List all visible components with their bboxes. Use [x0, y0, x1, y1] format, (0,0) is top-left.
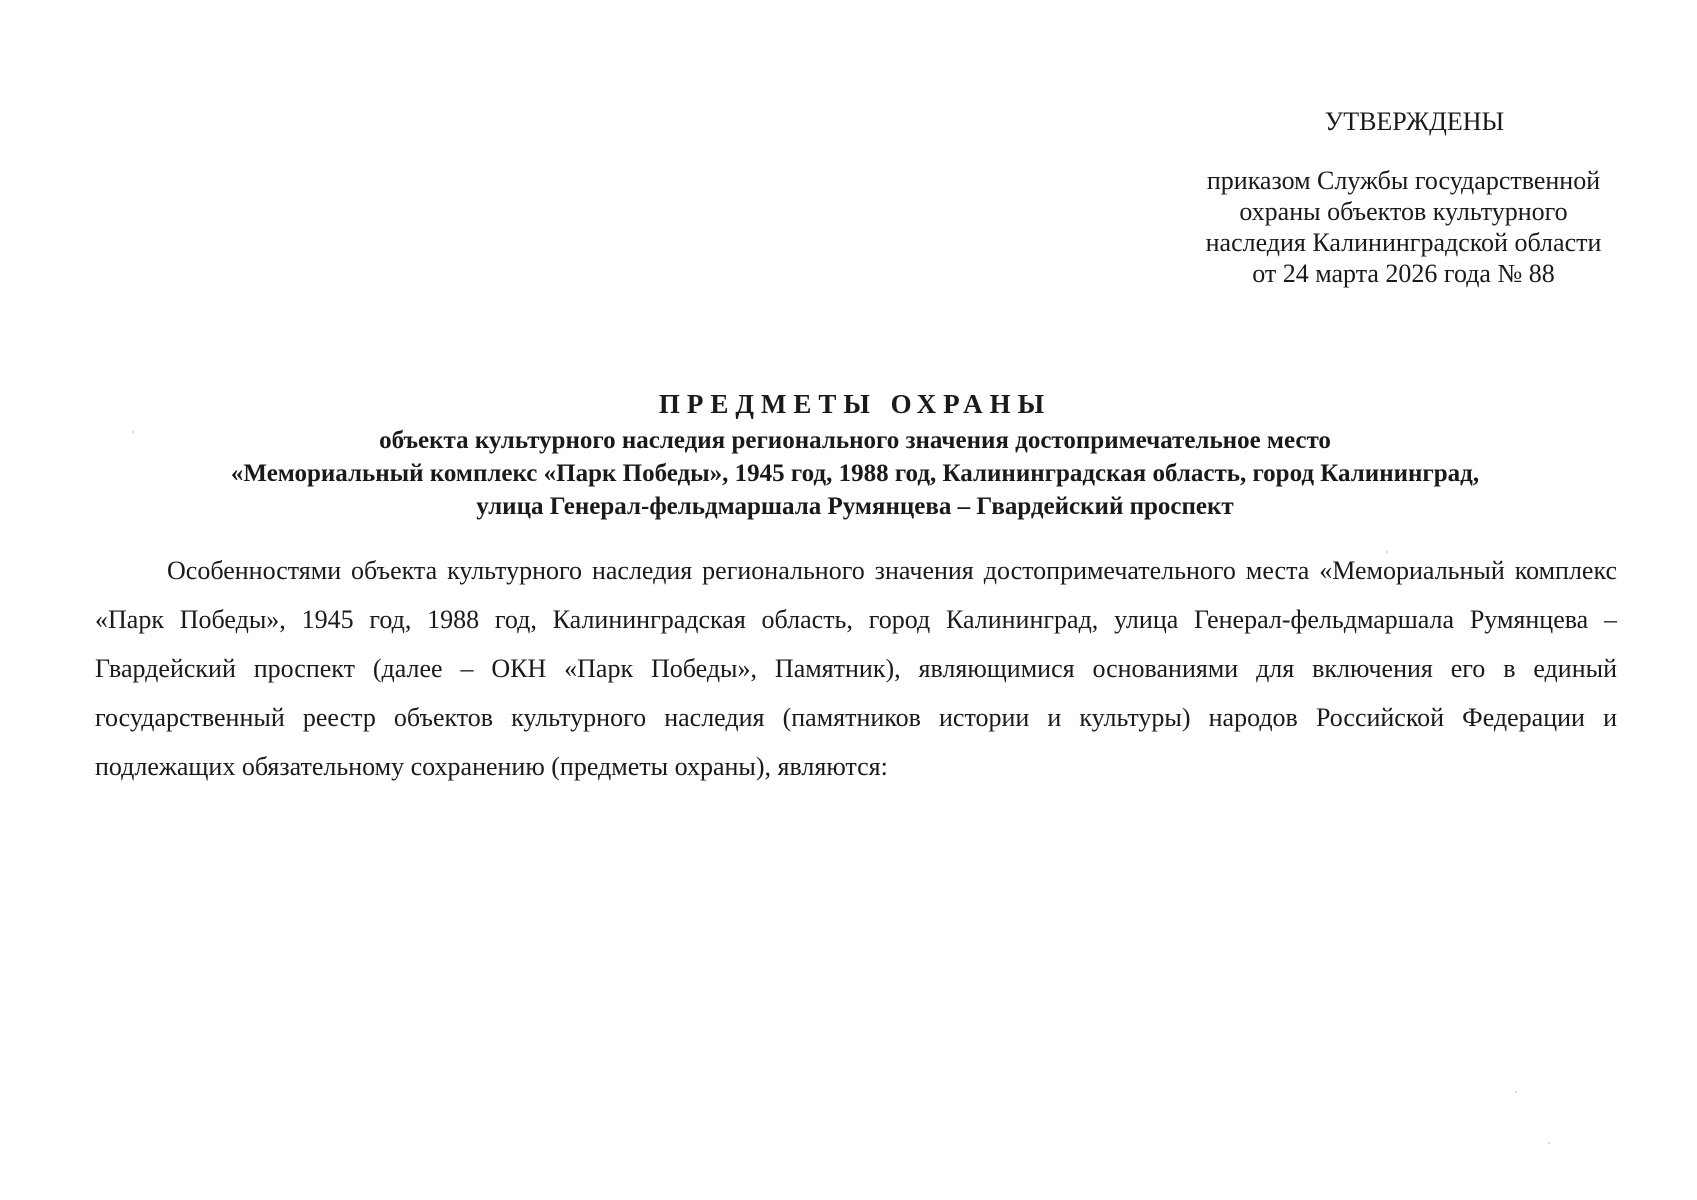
approval-title: УТВЕРЖДЕНЫ [1324, 107, 1505, 136]
scan-speck [132, 431, 134, 433]
approval-block [1175, 106, 1632, 289]
heading-subtitle-line: «Мемориальный комплекс «Парк Победы», 1945 год, 1988 год, Калининградская область, город Калининград, [230, 460, 1480, 487]
approval-line: приказом Службы государственной [1206, 166, 1601, 195]
heading-subtitle-line: объекта культурного наследия регионального значения достопримечательное место [379, 427, 1331, 454]
approval-line: от 24 марта 2026 года № 88 [1252, 259, 1555, 288]
approval-order-reference [1175, 165, 1632, 289]
document-title: ПРЕДМЕТЫ ОХРАНЫ [658, 389, 1052, 419]
approval-line: охраны объектов культурного [1239, 197, 1568, 226]
approval-line: наследия Калининградской области [1205, 228, 1602, 257]
scan-speck [1548, 1142, 1550, 1144]
scan-speck [1386, 551, 1388, 553]
scan-speck [1515, 1091, 1517, 1093]
body-paragraph: Особенностями объекта культурного наследия регионального значения достопримечательного места «Мемориальный комплекс «Парк Победы», 1945 год, 1988 год, Калининградская область, город Калининград, улица Генерал-фельдмаршала Румянцева – Гвардейский проспект (далее – ОКН «Парк Победы», Памятник), являющимися основаниями для включения его в единый государственный реестр объектов культурного наследия (памятников истории и культуры) народов Российской Федерации и подлежащих обязательному сохранению (предметы охраны), являются: [95, 556, 1617, 781]
document-heading [90, 388, 1620, 523]
heading-subtitle-line: улица Генерал-фельдмаршала Румянцева – Гвардейский проспект [476, 493, 1234, 520]
